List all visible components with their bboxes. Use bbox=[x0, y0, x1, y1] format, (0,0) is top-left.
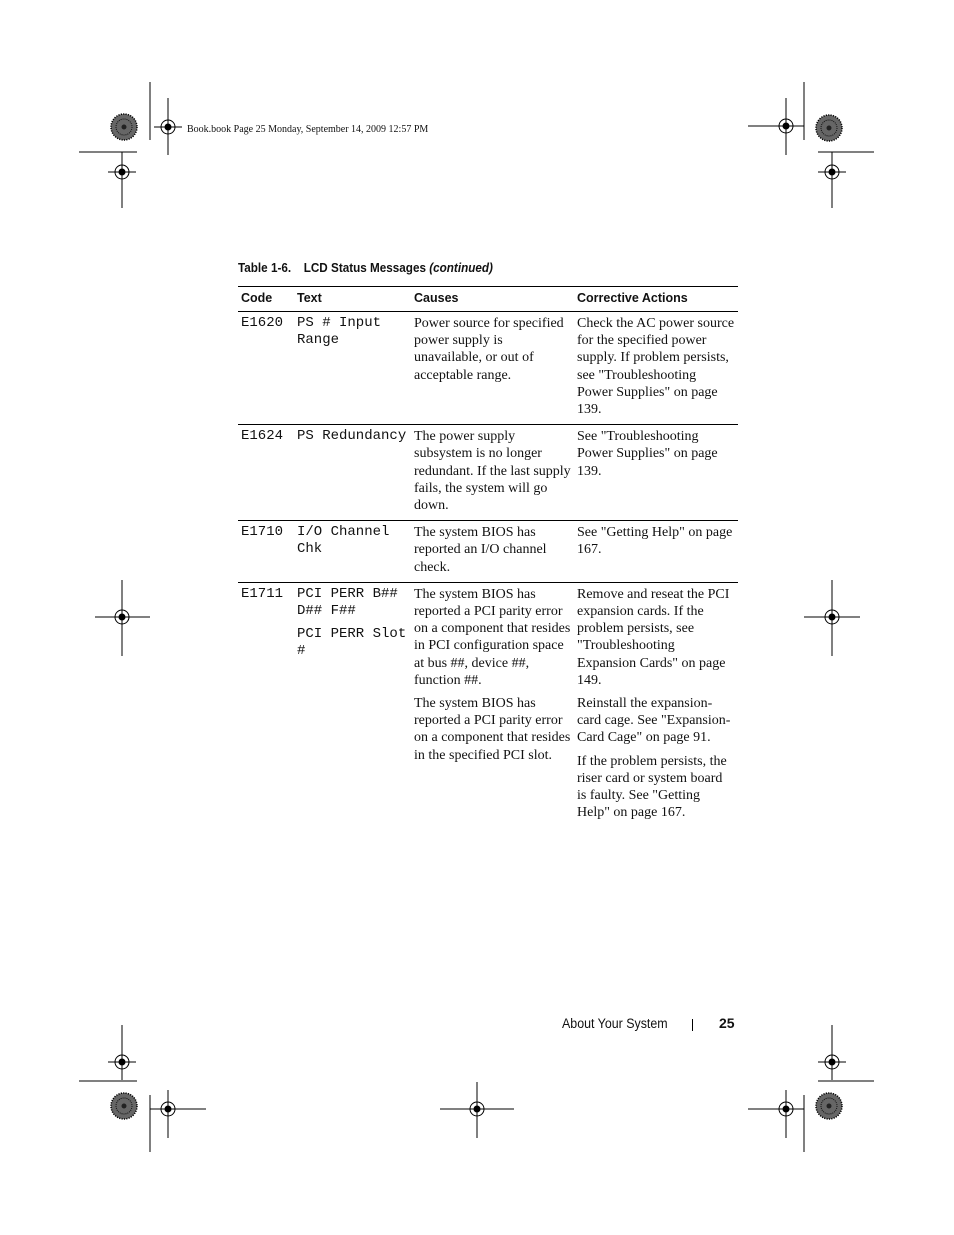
table-caption-continued: (continued) bbox=[429, 260, 493, 275]
actions-cell bbox=[574, 582, 738, 827]
actions-cell bbox=[574, 312, 738, 425]
actions-cell bbox=[574, 425, 738, 521]
causes-cell bbox=[411, 582, 574, 827]
column-header-causes: Causes bbox=[411, 287, 574, 312]
action-paragraph: Reinstall the expansion-card cage. See "Expansion-Card Cage" on page 91. bbox=[577, 696, 731, 746]
text-line: PCI PERR Slot # bbox=[297, 626, 407, 660]
table-row bbox=[238, 521, 738, 583]
column-header-text: Text bbox=[294, 287, 411, 312]
cause-paragraph: The system BIOS has reported a PCI parity error on a component that resides in PCI configuration space at bus ##, device ##, function ##. bbox=[414, 586, 571, 688]
causes-cell bbox=[411, 521, 574, 583]
action-paragraph: Remove and reseat the PCI expansion cards. If the problem persists, see "Troubleshooting Expansion Cards" on page 149. bbox=[577, 586, 730, 688]
cause-paragraph: The system BIOS has reported an I/O channel check. bbox=[414, 525, 547, 575]
action-paragraph: See "Troubleshooting Power Supplies" on page 139. bbox=[577, 429, 718, 479]
text-cell bbox=[294, 582, 411, 827]
color-target-icon bbox=[111, 1093, 137, 1119]
table-caption bbox=[238, 260, 493, 275]
cause-paragraph: The system BIOS has reported a PCI parity error on a component that resides in the specified PCI slot. bbox=[414, 696, 571, 763]
code-cell: E1710 bbox=[238, 521, 294, 583]
registration-mark-icon bbox=[154, 1095, 182, 1123]
text-line: PS Redundancy bbox=[297, 428, 407, 445]
action-paragraph: Check the AC power source for the specified power supply. If problem persists, see "Troubleshooting Power Supplies" on page 139. bbox=[577, 316, 735, 418]
text-cell bbox=[294, 521, 411, 583]
column-header-actions: Corrective Actions bbox=[574, 287, 738, 312]
action-paragraph: See "Getting Help" on page 167. bbox=[577, 525, 733, 558]
color-target-icon bbox=[816, 1093, 842, 1119]
text-line: I/O Channel Chk bbox=[297, 524, 390, 558]
code-cell: E1620 bbox=[238, 312, 294, 425]
footer-page-number: 25 bbox=[719, 1015, 735, 1031]
print-header-meta: Book.book Page 25 Monday, September 14, 2009 12:57 PM bbox=[187, 124, 429, 135]
action-paragraph: If the problem persists, the riser card or system board is faulty. See "Getting Help" on page 167. bbox=[577, 753, 727, 821]
registration-mark-icon bbox=[463, 1095, 491, 1123]
registration-mark-icon bbox=[108, 158, 136, 186]
lcd-status-table bbox=[238, 286, 738, 827]
code-cell: E1624 bbox=[238, 425, 294, 521]
table-row bbox=[238, 582, 738, 827]
text-line: PS # Input Range bbox=[297, 315, 382, 349]
registration-mark-icon bbox=[818, 1048, 846, 1076]
table-caption-label: Table 1-6. bbox=[238, 260, 292, 275]
cause-paragraph: The power supply subsystem is no longer redundant. If the last supply fails, the system will go down. bbox=[414, 429, 571, 514]
column-header-code: Code bbox=[238, 287, 294, 312]
table-header-row bbox=[238, 287, 738, 312]
table-row bbox=[238, 312, 738, 425]
registration-mark-icon bbox=[818, 158, 846, 186]
table-caption-title: LCD Status Messages bbox=[303, 260, 426, 275]
text-line: PCI PERR B## D## F## bbox=[297, 585, 398, 620]
registration-mark-icon bbox=[108, 1048, 136, 1076]
causes-cell bbox=[411, 425, 574, 521]
code-cell: E1711 bbox=[241, 585, 284, 602]
text-cell bbox=[294, 425, 411, 521]
footer-section-title: About Your System bbox=[562, 1016, 668, 1031]
actions-cell bbox=[574, 521, 738, 583]
registration-mark-icon bbox=[772, 112, 800, 140]
color-target-icon bbox=[111, 114, 137, 140]
registration-mark-icon bbox=[154, 113, 182, 141]
table-row bbox=[238, 425, 738, 521]
color-target-icon bbox=[816, 115, 842, 141]
causes-cell bbox=[411, 312, 574, 425]
registration-mark-icon bbox=[772, 1095, 800, 1123]
footer-divider bbox=[692, 1019, 693, 1031]
cause-paragraph: Power source for specified power supply is unavailable, or out of acceptable range. bbox=[414, 316, 564, 383]
text-cell bbox=[294, 312, 411, 425]
